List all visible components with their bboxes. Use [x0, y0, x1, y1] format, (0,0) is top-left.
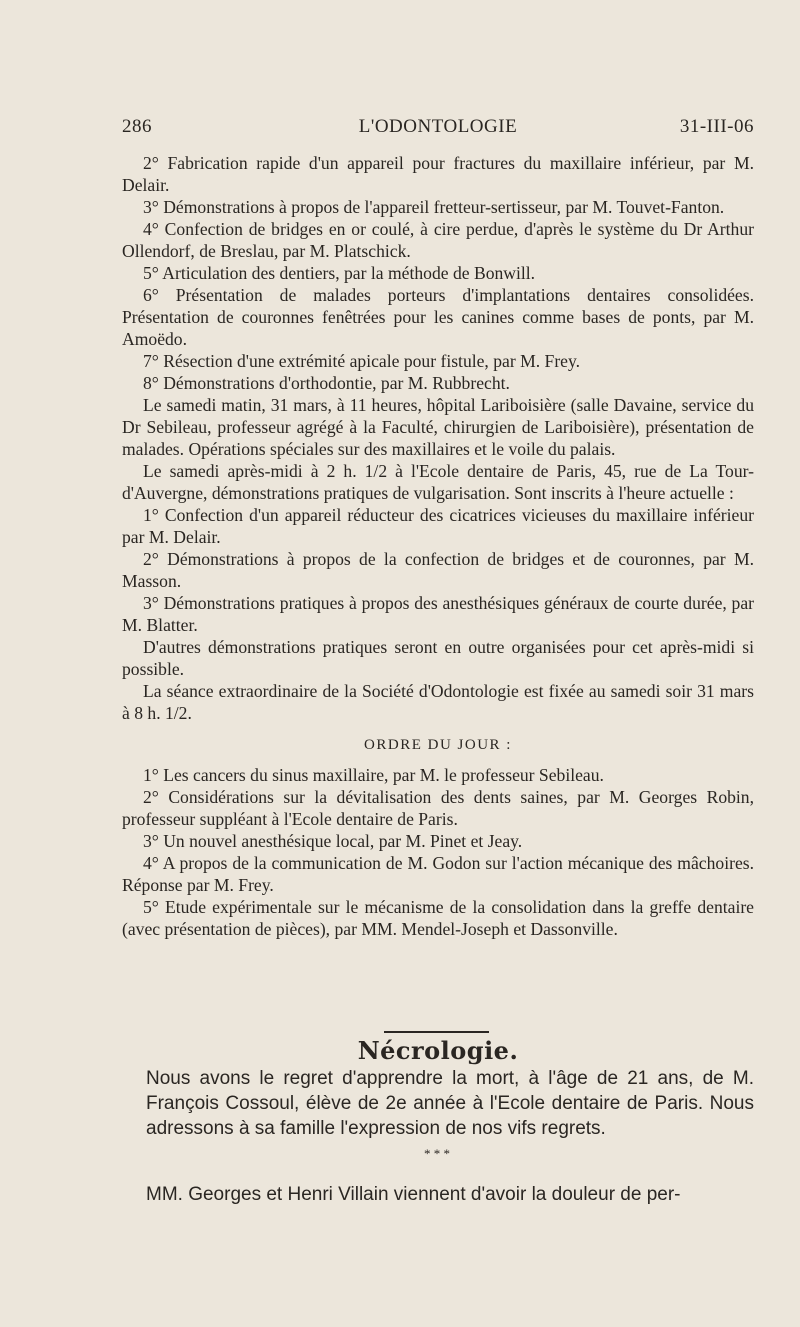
ordre-item: 5° Etude expérimentale sur le mécanisme de la consolidation dans la greffe dentaire (avec présentation de pièces), par MM. Mendel-Joseph et Dassonville.	[122, 897, 754, 939]
ordre-item: 3° Un nouvel anesthésique local, par M. Pinet et Jeay.	[143, 831, 523, 851]
section-divider	[384, 1031, 489, 1033]
page-number: 286	[122, 116, 152, 137]
paragraph: 1° Confection d'un appareil réducteur des cicatrices vicieuses du maxillaire inférieur par M. Delair.	[122, 505, 754, 547]
final-line: MM. Georges et Henri Villain viennent d'avoir la douleur de per-	[146, 1184, 681, 1205]
necrologie-text: Nous avons le regret d'apprendre la mort, à l'âge de 21 ans, de M. François Cossoul, élève de 2e année à l'Ecole dentaire de Paris. Nous adressons à sa famille l'expression de nos vifs regrets.	[146, 1068, 754, 1139]
paragraph: 2° Démonstrations à propos de la confection de bridges et de couronnes, par M. Masson.	[122, 549, 754, 591]
paragraph: Le samedi après-midi à 2 h. 1/2 à l'Ecole dentaire de Paris, 45, rue de La Tour-d'Auvergne, démonstrations pratiques de vulgarisation. Sont inscrits à l'heure actuelle :	[122, 461, 754, 503]
paragraph: 2° Fabrication rapide d'un appareil pour fractures du maxillaire inférieur, par M. Delair.	[122, 153, 754, 195]
issue-date: 31-III-06	[679, 116, 754, 137]
paragraph: Le samedi matin, 31 mars, à 11 heures, hôpital Lariboisière (salle Davaine, service du Dr Sebileau, professeur agrégé à la Faculté, chirurgien de Lariboisière), présentation de malades. Opérations spéciales sur des maxillaires et le voile du palais.	[122, 395, 754, 459]
journal-title: L'ODONTOLOGIE	[358, 116, 518, 137]
running-header	[122, 116, 754, 142]
ordre-du-jour-heading: ORDRE DU JOUR :	[364, 737, 512, 753]
asterism: * * *	[424, 1146, 450, 1161]
paragraph: 7° Résection d'une extrémité apicale pour fistule, par M. Frey.	[143, 351, 581, 371]
paragraph: 3° Démonstrations à propos de l'appareil fretteur-sertisseur, par M. Touvet-Fanton.	[143, 197, 725, 217]
necrologie-title: Nécrologie.	[357, 1036, 519, 1065]
paragraph: La séance extraordinaire de la Société d'Odontologie est fixée au samedi soir 31 mars à 8 h. 1/2.	[122, 681, 754, 723]
article-body	[122, 152, 754, 940]
paragraph: D'autres démonstrations pratiques seront en outre organisées pour cet après-midi si possible.	[122, 637, 754, 679]
paragraph: 6° Présentation de malades porteurs d'implantations dentaires consolidées. Présentation de couronnes fenêtrées pour les canines comme bases de ponts, par M. Amoëdo.	[122, 285, 754, 349]
paragraph: 3° Démonstrations pratiques à propos des anesthésiques généraux de courte durée, par M. Blatter.	[122, 593, 754, 635]
ordre-item: 4° A propos de la communication de M. Godon sur l'action mécanique des mâchoires. Réponse par M. Frey.	[122, 853, 754, 895]
paragraph: 5° Articulation des dentiers, par la méthode de Bonwill.	[143, 263, 536, 283]
paragraph: 4° Confection de bridges en or coulé, à cire perdue, d'après le système du Dr Arthur Ollendorf, de Breslau, par M. Platschick.	[122, 219, 754, 261]
ordre-item: 2° Considérations sur la dévitalisation des dents saines, par M. Georges Robin, professeur suppléant à l'Ecole dentaire de Paris.	[122, 787, 754, 829]
ordre-item: 1° Les cancers du sinus maxillaire, par M. le professeur Sebileau.	[143, 765, 604, 785]
paragraph: 8° Démonstrations d'orthodontie, par M. Rubbrecht.	[143, 373, 510, 393]
